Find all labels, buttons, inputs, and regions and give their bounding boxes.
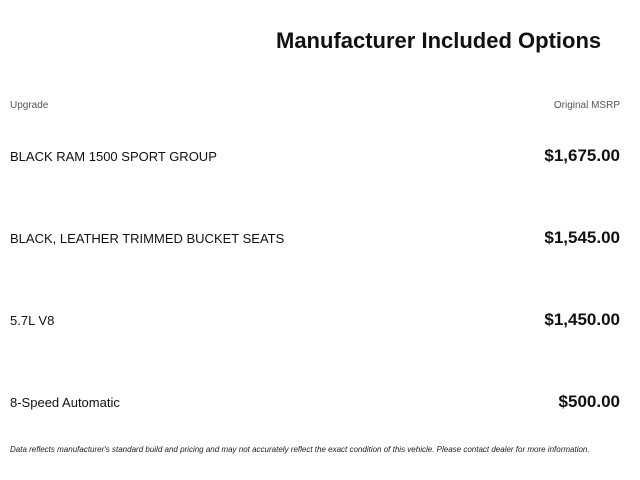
option-row: [10, 145, 620, 167]
option-name: BLACK RAM 1500 SPORT GROUP: [10, 149, 217, 164]
option-price: $1,675.00: [544, 146, 620, 165]
option-name: BLACK, LEATHER TRIMMED BUCKET SEATS: [10, 231, 285, 246]
option-price: $1,545.00: [544, 228, 620, 247]
disclaimer-text: Data reflects manufacturer's standard build and pricing and may not accurately reflect the exact condition of this vehicle. Please contact dealer for more information.: [10, 445, 590, 454]
section-title: Manufacturer Included Options: [276, 28, 602, 53]
option-price: $1,450.00: [544, 310, 620, 329]
option-row: [10, 227, 620, 249]
option-price: $500.00: [558, 392, 620, 411]
option-name: 5.7L V8: [10, 313, 55, 328]
upgrade-column-header: Upgrade: [10, 100, 49, 111]
option-row: [10, 391, 620, 413]
option-row: [10, 309, 620, 331]
msrp-column-header: Original MSRP: [553, 100, 620, 111]
option-name: 8-Speed Automatic: [10, 395, 120, 410]
